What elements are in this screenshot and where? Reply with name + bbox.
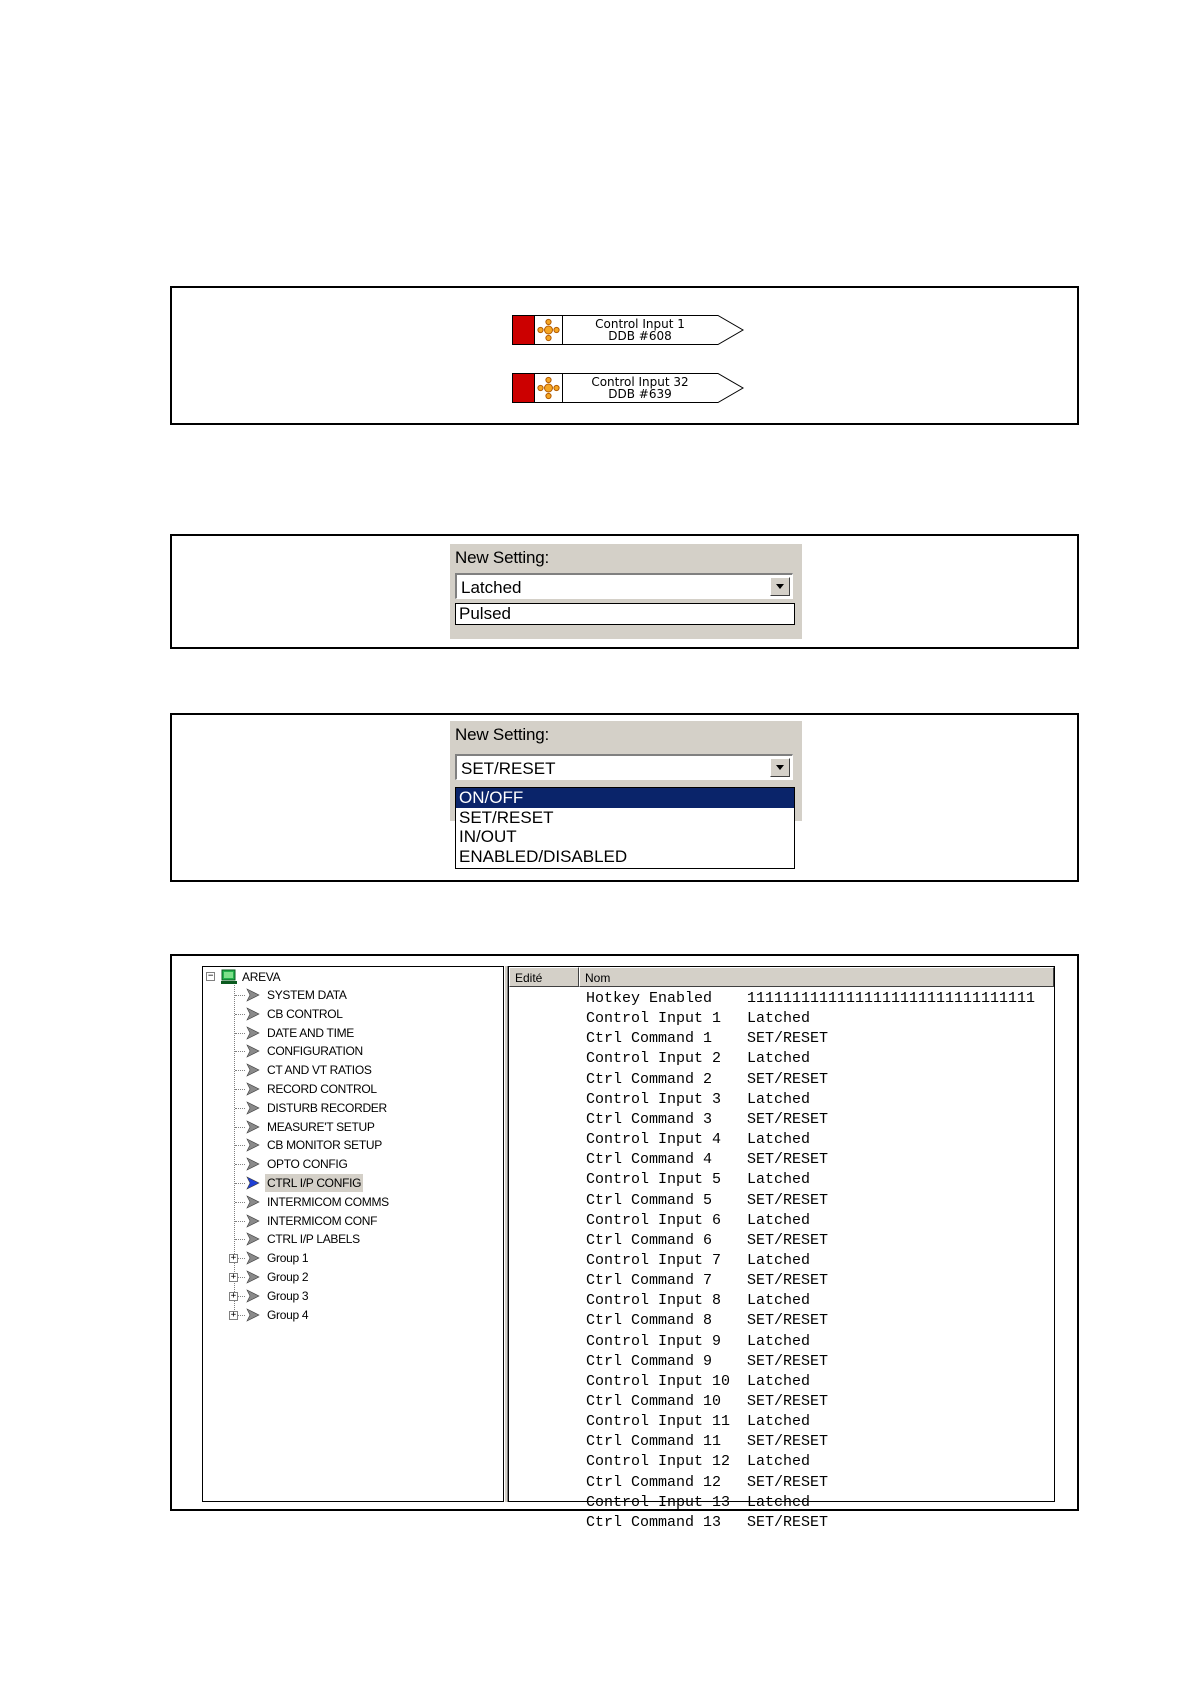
- setting-name: Ctrl Command 8: [586, 1312, 713, 1330]
- setting-name: Ctrl Command 1: [586, 1030, 713, 1048]
- setting-value: 11111111111111111111111111111111: [747, 990, 1036, 1007]
- setting-value: SET/RESET: [747, 1070, 829, 1088]
- setting-value: SET/RESET: [747, 1312, 829, 1330]
- dropdown-option-pulsed[interactable]: Pulsed: [459, 604, 511, 623]
- tree-connector: [235, 1145, 245, 1146]
- arrow-icon: [245, 1251, 261, 1265]
- column-header-edite[interactable]: Edité: [509, 967, 579, 987]
- setting-value: Latched: [747, 1292, 811, 1310]
- setting-name: Control Input 6: [586, 1211, 722, 1229]
- list-item[interactable]: [509, 1473, 1054, 1492]
- setting-value: Latched: [747, 1453, 811, 1471]
- list-item[interactable]: [509, 1070, 1054, 1089]
- dropdown-option-in-out[interactable]: IN/OUT: [459, 827, 517, 846]
- list-item[interactable]: [509, 1191, 1054, 1210]
- figure-command-type-setting: [170, 713, 1079, 882]
- list-item[interactable]: [509, 1291, 1054, 1310]
- setting-value: Latched: [747, 1010, 811, 1028]
- setting-value: Latched: [747, 1050, 811, 1068]
- list-item[interactable]: [509, 1392, 1054, 1411]
- tree-item-label: CT AND VT RATIOS: [267, 1063, 372, 1078]
- list-item[interactable]: [509, 989, 1054, 1008]
- dropdown-option-on-off[interactable]: ON/OFF: [456, 788, 794, 808]
- arrow-icon: [245, 1195, 261, 1209]
- list-item[interactable]: [509, 1452, 1054, 1471]
- tree-connector: [238, 1296, 245, 1297]
- figure-input-type-setting: [170, 534, 1079, 649]
- control-input-block: [512, 373, 744, 403]
- chevron-down-icon: [775, 765, 785, 771]
- tree-item-label: CB CONTROL: [267, 1006, 343, 1021]
- tree-connector: [235, 1033, 245, 1034]
- command-type-combobox[interactable]: [455, 754, 793, 780]
- tree-connector: [235, 995, 245, 996]
- ddb-number: DDB #608: [608, 329, 672, 343]
- dropdown-button[interactable]: [770, 758, 790, 777]
- arrow-icon: [245, 988, 261, 1002]
- setting-value: SET/RESET: [747, 1513, 829, 1531]
- tree-connector: [235, 1202, 245, 1203]
- setting-name: Ctrl Command 10: [586, 1393, 722, 1410]
- dropdown-option-set-reset[interactable]: SET/RESET: [459, 807, 554, 827]
- list-item[interactable]: [509, 1251, 1054, 1270]
- setting-value: SET/RESET: [747, 1110, 829, 1128]
- setting-name: Ctrl Command 5: [586, 1191, 713, 1209]
- setting-name: Control Input 9: [586, 1332, 722, 1350]
- arrow-icon-blue: [245, 1176, 261, 1190]
- tree-connector: [235, 1183, 245, 1184]
- setting-name: Ctrl Command 2: [586, 1070, 713, 1088]
- list-item[interactable]: [509, 1372, 1054, 1391]
- setting-value: SET/RESET: [747, 1473, 829, 1491]
- tree-group-label: Group 4: [267, 1307, 309, 1322]
- arrow-icon: [245, 1289, 261, 1303]
- tree-item-label: DATE AND TIME: [267, 1025, 355, 1040]
- expand-button[interactable]: +: [230, 1253, 237, 1264]
- new-setting-label: New Setting:: [455, 548, 549, 567]
- control-input-title: Control Input 1: [595, 317, 685, 331]
- setting-value: Latched: [747, 1131, 811, 1149]
- setting-value: Latched: [747, 1493, 811, 1511]
- settings-list: [508, 966, 1055, 1531]
- tree-group-label: Group 2: [267, 1270, 309, 1284]
- setting-name: Ctrl Command 7: [586, 1272, 713, 1290]
- setting-value: Latched: [747, 1372, 811, 1390]
- tree-connector: [235, 1164, 245, 1165]
- arrow-icon: [245, 1214, 261, 1228]
- relay-icon: [220, 969, 238, 985]
- tree-connector: [238, 1258, 245, 1259]
- list-item[interactable]: [509, 1231, 1054, 1250]
- tree-item-label: INTERMICOM COMMS: [267, 1194, 389, 1209]
- tree-item-label: INTERMICOM CONF: [267, 1213, 378, 1228]
- tree-item-label: CB MONITOR SETUP: [267, 1138, 382, 1153]
- list-item[interactable]: [509, 1211, 1054, 1230]
- tree-item-label: RECORD CONTROL: [267, 1082, 377, 1096]
- ddb-number: DDB #639: [608, 387, 672, 401]
- list-item[interactable]: [509, 1090, 1054, 1109]
- list-item[interactable]: [509, 1049, 1054, 1068]
- tree-item-label: SYSTEM DATA: [267, 988, 347, 1002]
- setting-value: Latched: [747, 1332, 811, 1350]
- list-item[interactable]: [509, 1352, 1054, 1371]
- setting-name: Control Input 12: [586, 1453, 731, 1471]
- setting-value: SET/RESET: [747, 1030, 829, 1048]
- setting-name: Ctrl Command 12: [586, 1473, 722, 1491]
- figure-ddb-signals: [170, 286, 1079, 425]
- combobox-value: SET/RESET: [461, 759, 556, 778]
- tree-connector: [235, 1089, 245, 1090]
- setting-value: SET/RESET: [747, 1151, 829, 1169]
- setting-name: Hotkey Enabled: [586, 990, 713, 1007]
- setting-name: Control Input 4: [586, 1131, 722, 1149]
- tree-group-label: Group 1: [267, 1251, 309, 1266]
- arrow-icon: [245, 1157, 261, 1171]
- arrow-icon: [245, 1044, 261, 1058]
- list-item[interactable]: [509, 1170, 1054, 1189]
- expand-button[interactable]: +: [230, 1309, 237, 1320]
- list-item[interactable]: [509, 1311, 1054, 1330]
- setting-name: Control Input 1: [586, 1010, 722, 1028]
- setting-name: Control Input 8: [586, 1292, 722, 1310]
- setting-value: SET/RESET: [747, 1272, 829, 1290]
- setting-value: SET/RESET: [747, 1352, 829, 1370]
- tree-connector: [238, 1277, 245, 1278]
- setting-value: Latched: [747, 1090, 811, 1108]
- setting-name: Ctrl Command 3: [586, 1110, 713, 1128]
- tree-connector: [238, 1315, 245, 1316]
- list-item[interactable]: [509, 1009, 1054, 1028]
- tree-item-label: CTRL I/P CONFIG: [267, 1176, 362, 1190]
- setting-value: SET/RESET: [747, 1231, 829, 1249]
- dropdown-list: [455, 787, 795, 869]
- tree-group-label: Group 3: [267, 1288, 309, 1303]
- dropdown-option-enabled-disabled[interactable]: ENABLED/DISABLED: [459, 846, 628, 866]
- list-item[interactable]: [509, 1412, 1054, 1431]
- setting-value: SET/RESET: [747, 1433, 829, 1451]
- arrow-icon: [245, 1026, 261, 1040]
- tree-item-label: OPTO CONFIG: [267, 1157, 348, 1172]
- control-input-block: [512, 315, 744, 345]
- arrow-icon: [245, 1270, 261, 1284]
- tree-item-label: DISTURB RECORDER: [267, 1100, 387, 1115]
- setting-name: Control Input 5: [586, 1171, 722, 1189]
- tree-item-label: MEASURE'T SETUP: [267, 1119, 375, 1134]
- setting-name: Control Input 7: [586, 1251, 722, 1269]
- setting-value: Latched: [747, 1211, 811, 1229]
- settings-tree: [202, 966, 504, 1502]
- list-item[interactable]: [509, 1110, 1054, 1129]
- list-item[interactable]: [509, 1150, 1054, 1169]
- setting-name: Ctrl Command 6: [586, 1231, 713, 1249]
- setting-value: Latched: [747, 1251, 811, 1269]
- setting-name: Control Input 3: [586, 1090, 722, 1108]
- arrow-icon: [245, 1308, 261, 1322]
- setting-name: Ctrl Command 9: [586, 1352, 713, 1370]
- expand-button[interactable]: +: [230, 1272, 237, 1282]
- list-item[interactable]: [509, 1493, 1054, 1512]
- setting-name: Control Input 2: [586, 1050, 722, 1068]
- arrow-icon: [245, 1232, 261, 1246]
- setting-name: Ctrl Command 13: [586, 1513, 722, 1531]
- arrow-icon: [245, 1138, 261, 1152]
- tree-connector: [235, 1051, 245, 1052]
- control-input-title: Control Input 32: [591, 375, 689, 389]
- list-item[interactable]: [509, 1332, 1054, 1351]
- setting-value: SET/RESET: [747, 1191, 829, 1209]
- list-item[interactable]: [509, 1513, 1054, 1532]
- arrow-icon: [245, 1082, 261, 1096]
- input-type-combobox[interactable]: [455, 573, 793, 599]
- tree-connector: [235, 1127, 245, 1128]
- tree-root-label: AREVA: [242, 970, 281, 984]
- tree-connector: [235, 1108, 245, 1109]
- list-item[interactable]: [509, 1130, 1054, 1149]
- arrow-icon: [245, 1120, 261, 1134]
- expand-button[interactable]: +: [230, 1290, 237, 1301]
- arrow-icon: [245, 1063, 261, 1077]
- figure-settings-explorer: [170, 954, 1079, 1531]
- tree-connector: [235, 1014, 245, 1015]
- list-item[interactable]: [509, 1029, 1054, 1048]
- new-setting-panel: [450, 544, 802, 639]
- arrow-icon: [245, 1101, 261, 1115]
- dropdown-list: [455, 603, 795, 625]
- tree-connector: [235, 1070, 245, 1071]
- tree-item-label: CONFIGURATION: [267, 1044, 363, 1059]
- tree-item-label: CTRL I/P LABELS: [267, 1232, 360, 1247]
- setting-value: Latched: [747, 1413, 811, 1431]
- new-setting-label: New Setting:: [455, 725, 549, 744]
- list-item[interactable]: [509, 1432, 1054, 1451]
- setting-name: Ctrl Command 4: [586, 1151, 713, 1169]
- column-header-nom[interactable]: Nom: [579, 967, 1054, 987]
- list-item[interactable]: [509, 1271, 1054, 1290]
- combobox-value: Latched: [461, 578, 522, 597]
- tree-connector: [235, 1239, 245, 1240]
- list-header: [509, 967, 1054, 987]
- setting-name: Control Input 13: [586, 1493, 731, 1511]
- tree-connector: [235, 1221, 245, 1222]
- setting-name: Control Input 10: [586, 1372, 731, 1390]
- setting-name: Ctrl Command 11: [586, 1433, 722, 1451]
- chevron-down-icon: [775, 584, 785, 590]
- setting-name: Control Input 11: [586, 1413, 731, 1431]
- setting-value: SET/RESET: [747, 1393, 829, 1410]
- setting-value: Latched: [747, 1171, 811, 1189]
- arrow-icon: [245, 1007, 261, 1021]
- collapse-button[interactable]: −: [207, 971, 214, 981]
- dropdown-button[interactable]: [770, 577, 790, 596]
